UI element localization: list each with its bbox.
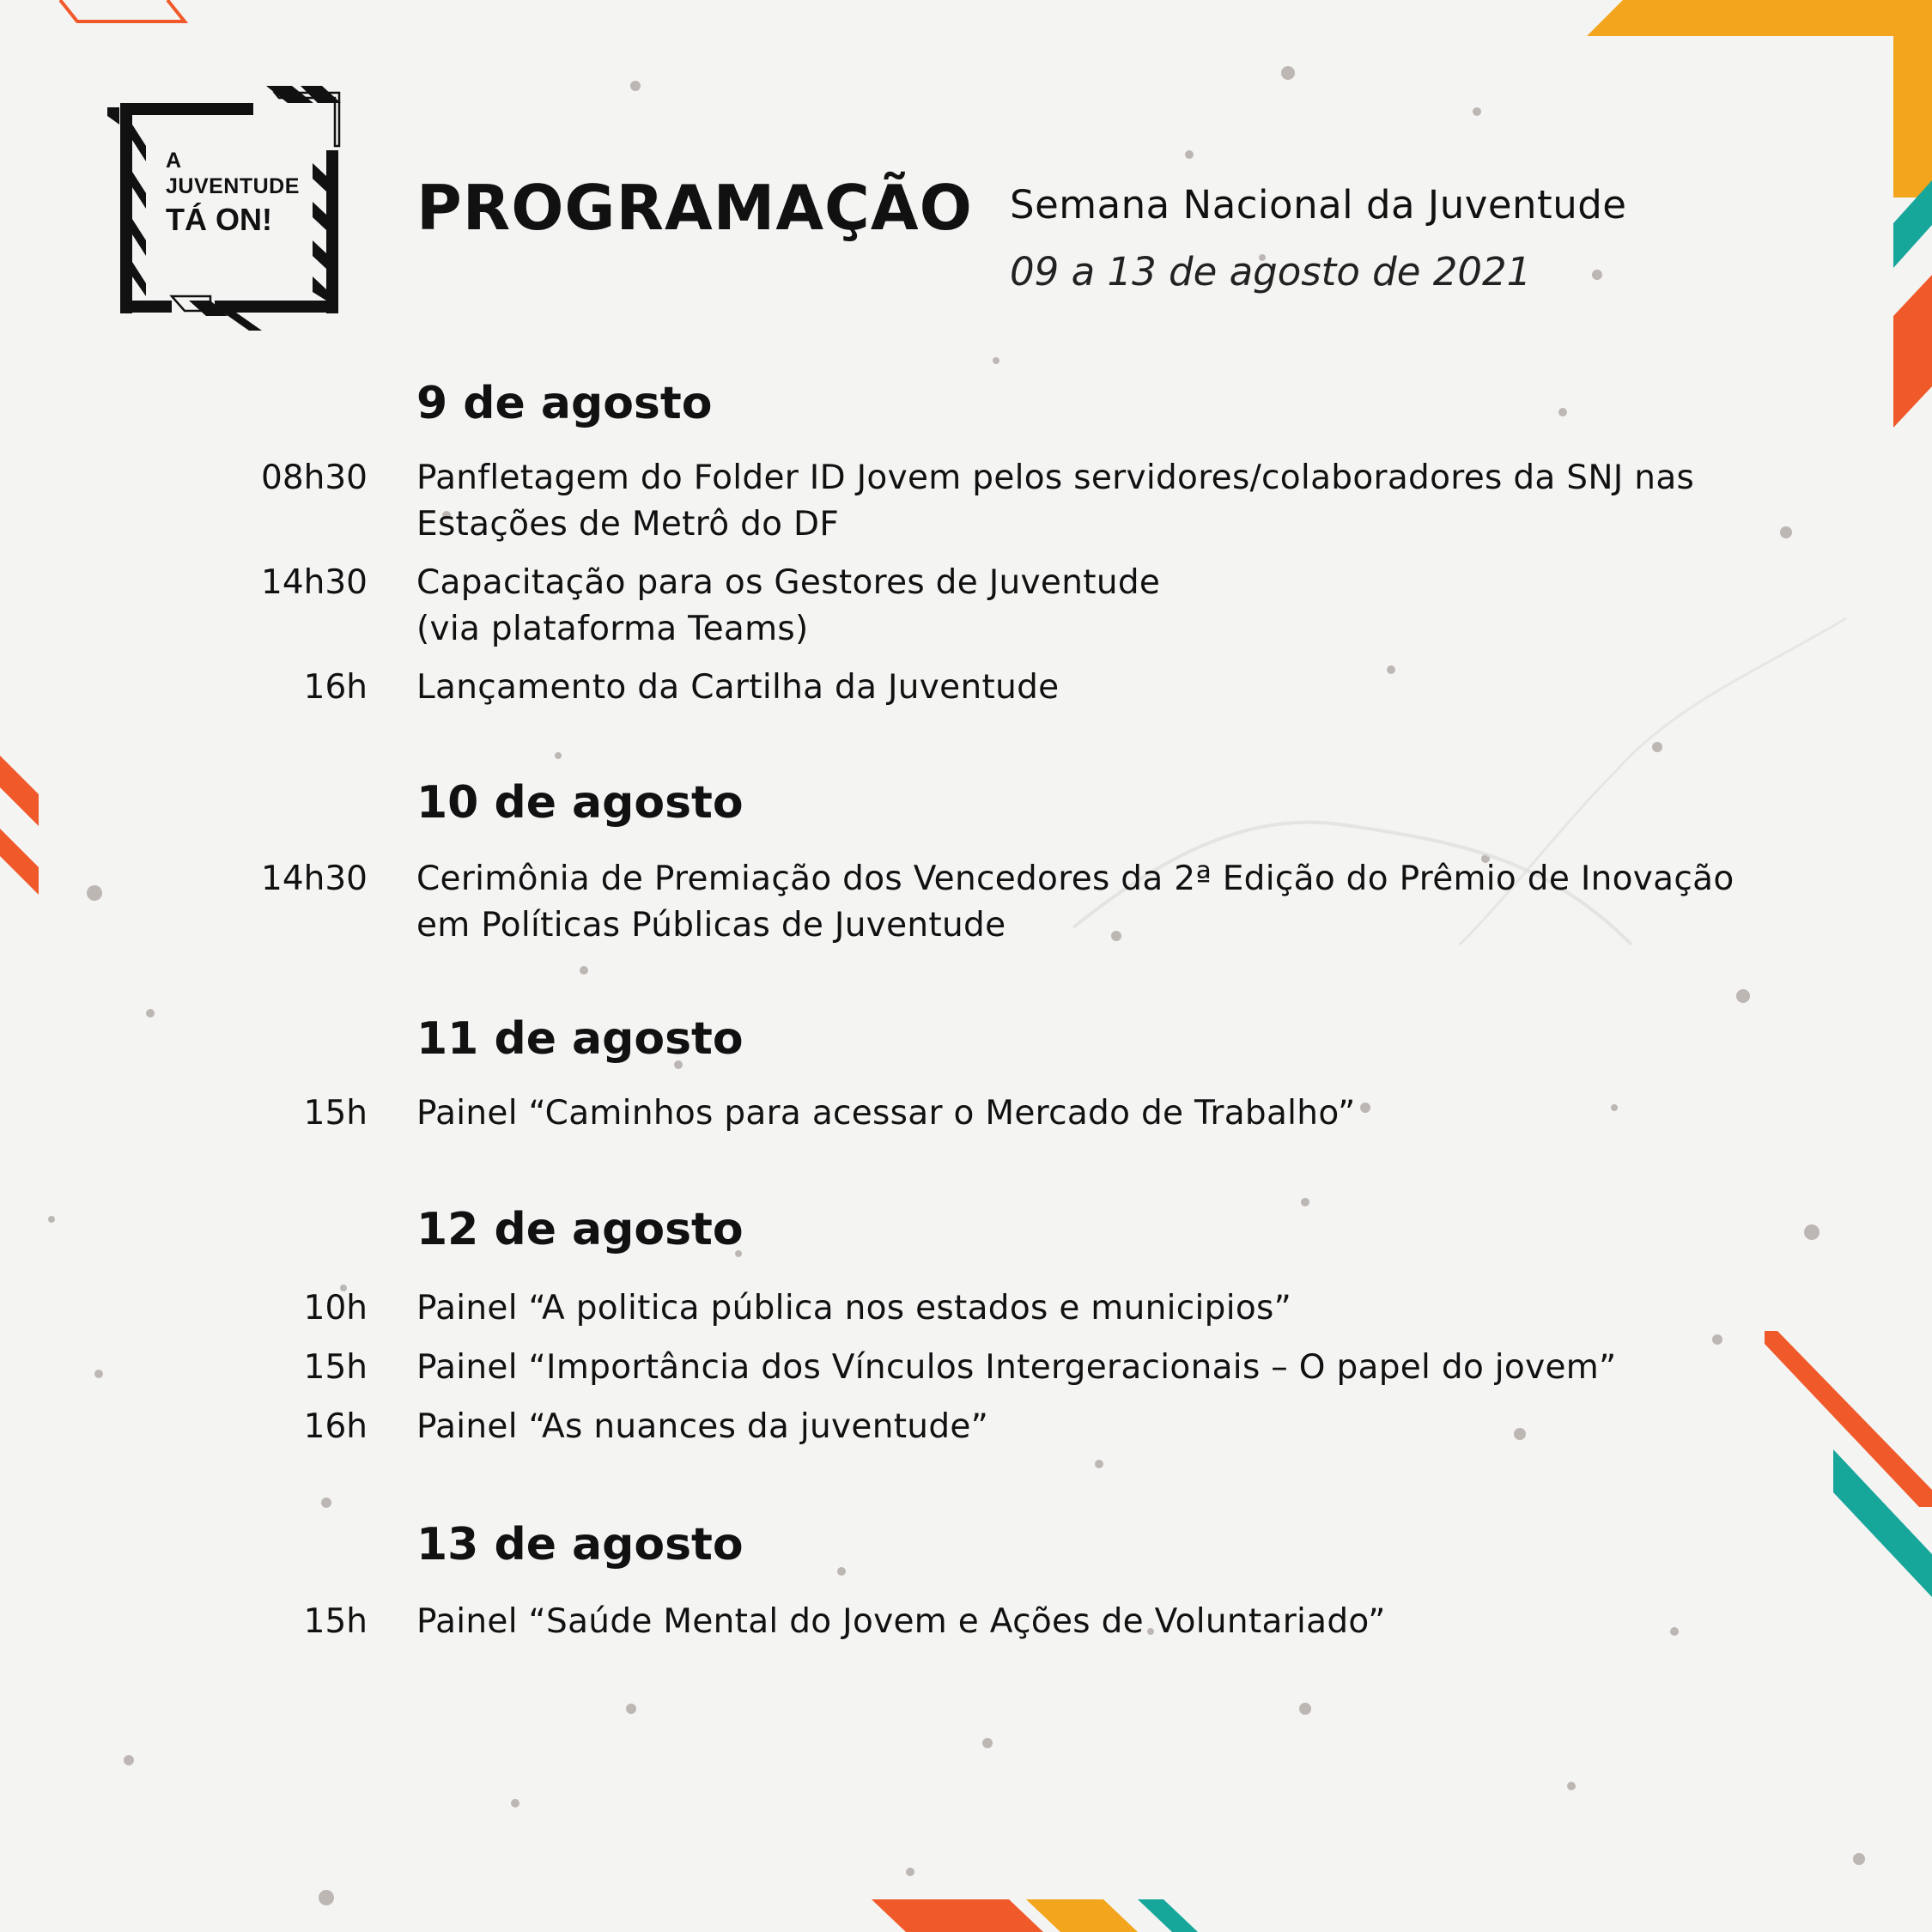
- left-orange-stripe-1: [0, 756, 39, 826]
- logo-text-juventude: JUVENTUDE: [166, 174, 300, 198]
- entry-description: Painel “A politica pública nos estados e municipios”: [416, 1289, 1292, 1327]
- day-heading: 9 de agosto: [416, 378, 713, 429]
- logo-text-ta-on: TÁ ON!: [166, 202, 272, 237]
- entry-time: 16h: [303, 1407, 368, 1446]
- bottom-teal-stripe: [1138, 1899, 1198, 1932]
- bottom-yellow-stripe: [1026, 1899, 1138, 1932]
- day-heading: 11 de agosto: [416, 1013, 744, 1065]
- bottom-orange-stripe: [872, 1899, 1043, 1932]
- entry-description: Panfletagem do Folder ID Jovem pelos servidores/colaboradores da SNJ nas Estações de Metrô do DF: [416, 459, 1695, 544]
- entry-description: Painel “Caminhos para acessar o Mercado de Trabalho”: [416, 1094, 1356, 1133]
- entry-time: 08h30: [261, 459, 368, 497]
- right-orange-stripe: [1893, 275, 1932, 428]
- entry-time: 15h: [303, 1094, 368, 1133]
- event-dates: 09 a 13 de agosto de 2021: [1010, 249, 1532, 295]
- entry-time: 16h: [303, 668, 368, 707]
- entry-description: Painel “As nuances da juventude”: [416, 1407, 989, 1446]
- entry-time: 14h30: [261, 563, 368, 602]
- entry-time: 15h: [303, 1348, 368, 1387]
- entry-time: 10h: [303, 1289, 368, 1327]
- entry-time: 14h30: [261, 860, 368, 898]
- top-left-stripe: [60, 0, 185, 21]
- day-heading: 13 de agosto: [416, 1519, 744, 1571]
- left-orange-stripe-2: [0, 829, 39, 895]
- entry-description: Cerimônia de Premiação dos Vencedores da 2ª Edição do Prêmio de Inovação em Políticas Públicas de Juventude: [416, 860, 1735, 945]
- logo-text-a: A: [166, 149, 182, 173]
- entry-description: Painel “Saúde Mental do Jovem e Ações de Voluntariado”: [416, 1602, 1386, 1641]
- entry-time: 15h: [303, 1602, 368, 1641]
- page-title: PROGRAMAÇÃO: [416, 172, 973, 244]
- entry-description: Capacitação para os Gestores de Juventude (via plataforma Teams): [416, 563, 1161, 648]
- entry-description: Painel “Importância dos Vínculos Intergeracionais – O papel do jovem”: [416, 1348, 1617, 1387]
- entry-description: Lançamento da Cartilha da Juventude: [416, 668, 1060, 707]
- day-heading: 12 de agosto: [416, 1204, 744, 1255]
- day-heading: 10 de agosto: [416, 777, 744, 829]
- event-name: Semana Nacional da Juventude: [1010, 182, 1627, 228]
- bottom-right-teal-stripe: [1833, 1449, 1932, 1597]
- logo: [107, 86, 356, 335]
- top-right-yellow-corner: [1587, 0, 1932, 197]
